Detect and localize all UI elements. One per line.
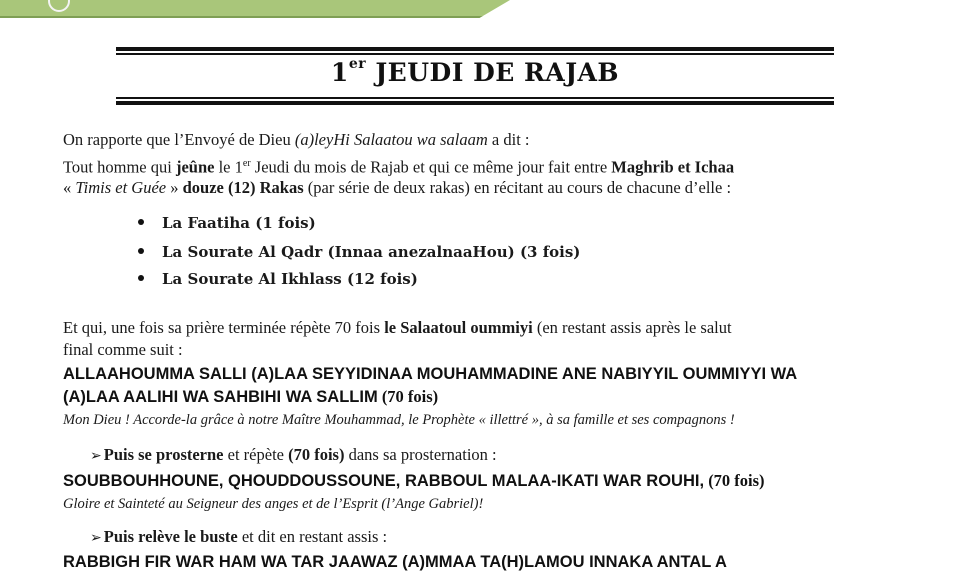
header-banner <box>0 0 510 18</box>
intro-line-3: « Timis et Guée » douze (12) Rakas (par série de deux rakas) en récitant au cours de chacune d’elle : <box>63 178 732 197</box>
logo-icon <box>48 0 70 12</box>
list-item: La Sourate Al Ikhlass (12 fois) <box>138 270 418 288</box>
prostration-step: ➢ Puis se prosterne et répète (70 fois) dans sa prosternation : <box>90 445 497 464</box>
raise-invocation: RABBIGH FIR WAR HAM WA TAR JAAWAZ (A)MMAA TA(H)LAMOU INNAKA ANTAL A <box>63 553 727 571</box>
list-item: La Faatiha (1 fois) <box>138 214 316 232</box>
bullet-icon <box>138 248 144 254</box>
salaat-line-2: (A)LAA AALIHI WA SAHBIHI WA SALLIM (70 fois) <box>63 387 439 406</box>
title-rule-bottom <box>116 101 834 105</box>
bullet-icon <box>138 275 144 281</box>
page-title: 1er JEUDI DE RAJAB <box>330 55 620 87</box>
salaat-translation: Mon Dieu ! Accorde-la grâce à notre Maître Mouhammad, le Prophète « illettré », à sa famille et ses compagnons ! <box>63 412 735 428</box>
arrow-icon: ➢ <box>90 531 102 546</box>
after-line-1: Et qui, une fois sa prière terminée répète 70 fois le Salaatoul oummiyi (en restant assis après le salut <box>63 318 732 337</box>
title-rule-top <box>116 47 834 51</box>
intro-line-1: On rapporte que l’Envoyé de Dieu (a)leyHi Salaatou wa salaam a dit : <box>63 130 530 149</box>
list-item: La Sourate Al Qadr (Innaa anezalnaaHou) (3 fois) <box>138 243 580 261</box>
after-line-2: final comme suit : <box>63 340 183 359</box>
bullet-icon <box>138 219 144 225</box>
raise-step: ➢ Puis relève le buste et dit en restant assis : <box>90 527 388 546</box>
intro-line-2: Tout homme qui jeûne le 1er Jeudi du mois de Rajab et qui ce même jour fait entre Maghrib et Ichaa <box>63 157 735 177</box>
title-rule-bottom-thin <box>116 97 834 99</box>
arrow-icon: ➢ <box>90 449 102 464</box>
salaat-line-1: ALLAAHOUMMA SALLI (A)LAA SEYYIDINAA MOUHAMMADINE ANE NABIYYIL OUMMIYYI WA <box>63 365 798 383</box>
prostration-translation: Gloire et Sainteté au Seigneur des anges et de l’Esprit (l’Ange Gabriel)! <box>63 496 484 512</box>
prostration-invocation: SOUBBOUHHOUNE, QHOUDDOUSSOUNE, RABBOUL MALAA-IKATI WAR ROUHI, (70 fois) <box>63 471 765 490</box>
title-rule-top-thin <box>116 53 834 55</box>
